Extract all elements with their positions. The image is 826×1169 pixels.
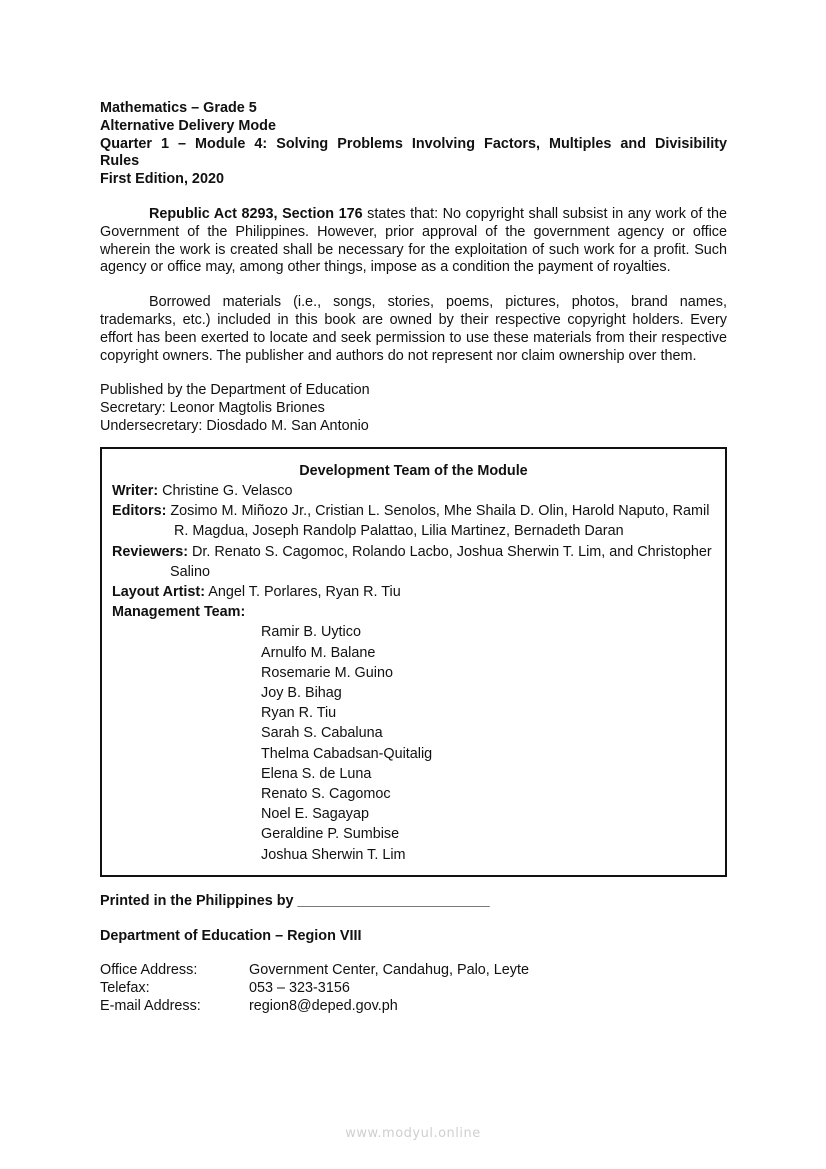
management-member: Rosemarie M. Guino [261,664,393,681]
management-member: Noel E. Sagayap [261,806,370,823]
layout-artist-label: Layout Artist: [112,583,206,600]
published-by: Published by the Department of Education [100,382,370,399]
watermark: www.modyul.online [345,1126,481,1141]
editors-label: Editors: [112,503,167,520]
secretary: Secretary: Leonor Magtolis Briones [100,400,325,417]
layout-artist-value: Angel T. Porlares, Ryan R. Tiu [205,583,401,600]
management-member: Arnulfo M. Balane [261,644,376,661]
module-title: Quarter 1 – Module 4: Solving Problems Involving Factors, Multiples and Divisibility Rules [100,135,727,170]
contact-value: 053 – 323-3156 [249,980,350,997]
contact-label: E-mail Address: [100,998,201,1014]
management-member: Elena S. de Luna [261,765,372,782]
undersecretary: Undersecretary: Diosdado M. San Antonio [100,417,369,434]
contact-value: Government Center, Candahug, Palo, Leyte [249,962,529,979]
writer-label: Writer: [112,482,159,499]
management-member: Joy B. Bihag [261,684,342,701]
contact-label: Office Address: [100,962,198,979]
reviewers-row [112,542,715,582]
contact-row-telefax [100,980,727,998]
contact-row-email [100,998,727,1016]
management-member: Ramir B. Uytico [261,624,361,641]
contact-value: region8@deped.gov.ph [249,998,398,1014]
borrowed-materials-paragraph: Borrowed materials (i.e., songs, stories, poems, pictures, photos, brand names, trademarks, etc.) included in this book are owned by their respective copyright holders. Every effort has been exerted to locate and seek permission to use these materials from their respective copyright owners. The publisher and authors do not represent nor claim ownership over them. [100,294,727,364]
subject-title: Mathematics – Grade 5 [100,100,257,116]
contact-info [100,962,727,1015]
law-text: states that: No copyright shall subsist in any work of the Government of the Philippines. However, prior approval of the government agency or office wherein the work is created shall be necessary for the exploitation of such work for a profit. Such agency or office may, among other things, impose as a condition the payment of royalties. [100,205,727,276]
management-member: Sarah S. Cabaluna [261,725,383,742]
editors-row [112,501,715,541]
management-member: Geraldine P. Sumbise [261,826,400,843]
region-title: Department of Education – Region VIII [100,927,362,944]
copyright-page [100,100,727,1016]
editors-value: Zosimo M. Miñozo Jr., Cristian L. Senolos, Mhe Shaila D. Olin, Harold Naputo, Ramil R. Magdua, Joseph Randolp Palattao, Lilia Martinez, Bernadeth Daran [166,503,710,540]
publisher-info [100,382,727,435]
reviewers-value: Dr. Renato S. Cagomoc, Rolando Lacbo, Joshua Sherwin T. Lim, and Christopher Salino [170,543,712,580]
module-header [100,100,727,189]
management-member: Thelma Cabadsan-Quitalig [261,745,433,762]
delivery-mode: Alternative Delivery Mode [100,117,276,134]
contact-row-address [100,962,727,980]
development-team-box [100,447,727,877]
writer-value: Christine G. Velasco [158,482,293,499]
printed-by: Printed in the Philippines by ________________________ [100,892,490,909]
management-member: Joshua Sherwin T. Lim [261,846,406,863]
layout-artist-row [112,582,715,602]
writer-row [112,481,715,501]
edition: First Edition, 2020 [100,171,224,188]
reviewers-label: Reviewers: [112,543,188,560]
contact-label: Telefax: [100,980,150,997]
team-title: Development Team of the Module [299,462,528,479]
management-label: Management Team: [112,604,246,621]
management-list [112,622,715,864]
management-member: Renato S. Cagomoc [261,786,391,802]
management-member: Ryan R. Tiu [261,705,337,722]
copyright-paragraph [100,206,727,277]
law-reference: Republic Act 8293, Section 176 [149,205,363,222]
